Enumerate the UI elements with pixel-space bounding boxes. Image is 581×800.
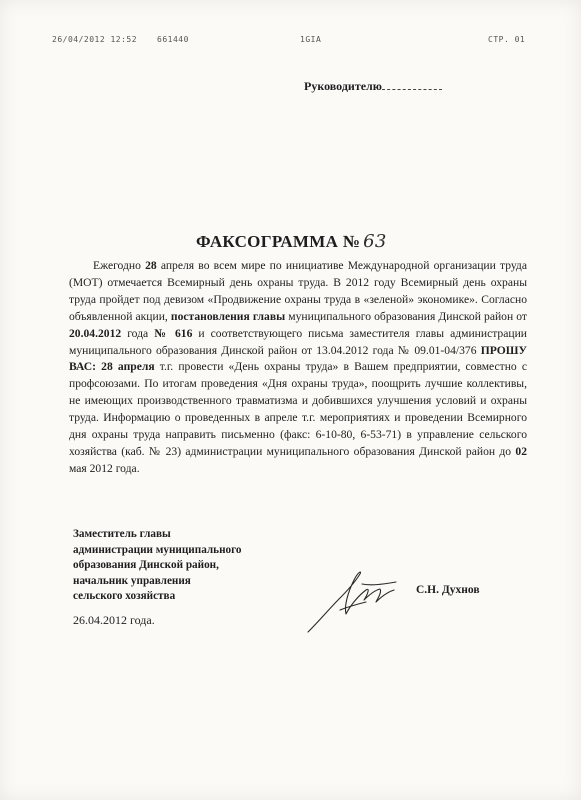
addressee-label: Руководителю [304,79,382,93]
signatory-position-line: Заместитель главы [73,528,171,540]
body-bold-text: № 616 [154,326,193,340]
handwritten-signature [300,560,410,640]
document-title [196,231,387,252]
signatory-position-line: начальник управления [73,574,191,587]
signatory-position-line: образования Динской район, [73,559,219,571]
fax-datetime: 26/04/2012 12:52 [52,35,138,44]
body-bold-text: 20.04.2012 [69,326,122,340]
title-text: ФАКСОГРАММА № [196,232,361,251]
fax-transmission-header [0,35,581,49]
body-text: т.г. провести «День охраны труда» в Вашем предприятии, совместно с профсоюзами. По итогам проведения «Дня охраны труда», поощрить лучшие коллективы, не имеющих производственного травматизма и добившихся улучшения условий и охраны труда. Информацию о проведенных в апреле т.г. мероприятиях и проведении Всемирного дня охраны труда направить письменно (факс: 6-10-80, 6-53-71) в управление сельского хозяйства (каб. № 23) администрации муниципального образования Динской район до [69,360,527,458]
handwritten-fax-number: 63 [363,231,387,252]
document-body [69,258,527,478]
fax-sender: 1GIA [300,35,322,44]
body-text: муниципального образования Динской район от [285,309,527,323]
addressee [304,79,442,94]
signatory-position [73,527,242,605]
fax-page: СТР. 01 [488,35,526,44]
document-date: 26.04.2012 года. [73,613,155,627]
body-text: года [121,326,155,340]
addressee-blank-line [382,80,442,90]
body-text: апреля во всем мире по инициативе Международной организации труда (МОТ) отмечается Всемирный день охраны труда. В 2012 году Всемирный день охраны труда пройдет под девизом «Продвижение охраны труда в «зеленой» экономике». Согласно объявленной акции, [69,259,527,323]
body-text: мая 2012 года. [69,461,140,475]
signatory-position-line: сельского хозяйства [73,590,176,602]
body-text: и соответствующего письма заместителя главы администрации муниципального образования Динской район от 13.04.2012 года № 09.01-04/376 [69,326,527,357]
signatory-position-line: администрации муниципального [73,543,242,556]
body-bold-text: 28 [145,259,157,272]
body-bold-text: ПРОШУ ВАС: 28 апреля [69,343,527,374]
body-bold-text: 02 [515,444,527,458]
fax-number: 661440 [157,35,189,44]
body-bold-text: постановления главы [170,309,286,323]
signatory-name: С.Н. Духнов [416,584,480,596]
body-text: Ежегодно [93,259,146,272]
